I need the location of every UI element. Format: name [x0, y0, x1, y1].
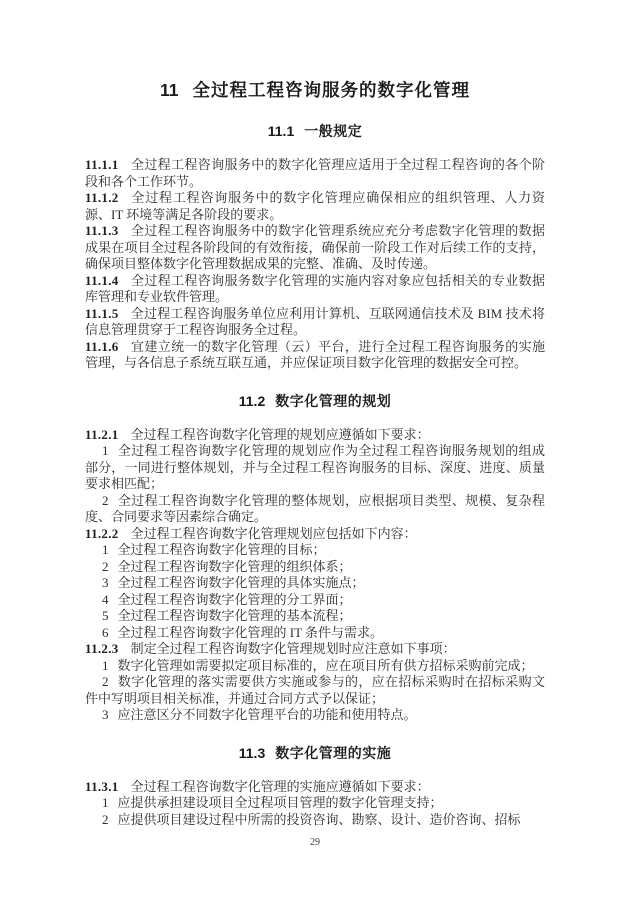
section-number: 11.3: [238, 744, 266, 761]
list-item-11-2-2-3: [85, 575, 545, 592]
item-text: 全过程工程咨询数字化管理的分工界面；: [117, 591, 352, 607]
clause-number: 11.1.2: [85, 190, 119, 205]
section-number: 11.2: [238, 392, 266, 409]
item-text: 全过程工程咨询数字化管理的组织体系；: [117, 558, 352, 574]
clause-text: 全过程工程咨询服务中的数字化管理系统应充分考虑数字化管理的数据成果在项目全过程各阶段间的有效衔接，确保前一阶段工作对后续工作的支持，确保项目整体数字化管理数据成果的完整、准确、及时传递。: [85, 223, 545, 271]
list-item-11-2-2-5: [85, 608, 545, 625]
section-heading-11-2: [85, 393, 545, 409]
item-number: 3: [102, 575, 109, 590]
list-item-11-3-1-2: [85, 812, 545, 829]
clause-number: 11.2.2: [85, 525, 119, 541]
list-item-11-2-2-4: [85, 592, 545, 609]
item-text: 全过程工程咨询数字化管理的目标；: [117, 542, 326, 557]
list-item-11-2-2-1: [85, 542, 545, 559]
clause-text: 全过程工程咨询服务数字化管理的实施内容对象应包括相关的专业数据库管理和专业软件管理。: [85, 272, 545, 304]
item-text: 全过程工程咨询数字化管理的具体实施点；: [117, 575, 365, 590]
clause-number: 11.2.3: [85, 641, 119, 656]
list-item-11-2-3-3: [85, 707, 545, 724]
clause-number: 11.1.3: [85, 223, 119, 238]
clause-text: 全过程工程咨询数字化管理规划应包括如下内容：: [130, 525, 417, 541]
list-item-11-2-2-2: [85, 559, 545, 576]
clause-number: 11.1.1: [85, 157, 119, 172]
clause-number: 11.1.4: [85, 272, 119, 288]
item-number: 1: [102, 795, 109, 810]
clause-11-1-3: [85, 223, 545, 273]
clause-number: 11.2.1: [85, 426, 119, 442]
list-item-11-3-1-1: [85, 795, 545, 812]
clause-text: 制定全过程工程咨询数字化管理规划时应注意如下事项：: [130, 641, 456, 656]
section-title: 数字化管理的实施: [275, 744, 392, 761]
section-number: 11.1: [267, 123, 295, 139]
item-number: 6: [102, 624, 109, 640]
clause-11-2-3: [85, 641, 545, 658]
item-number: 2: [102, 674, 109, 689]
list-item-11-2-3-1: [85, 658, 545, 675]
item-number: 4: [102, 591, 109, 607]
item-text: 数字化管理的落实需要供方实施或参与的，应在招标采购时在招标采购文件中写明项目相关标准，并通过合同方式予以保证；: [85, 674, 545, 706]
item-text: 全过程工程咨询数字化管理的基本流程；: [117, 608, 352, 623]
clause-11-2-1: [85, 427, 545, 444]
item-number: 1: [102, 443, 109, 458]
chapter-title-text: 全过程工程咨询服务的数字化管理: [192, 80, 470, 100]
clause-text: 宜建立统一的数字化管理（云）平台，进行全过程工程咨询服务的实施管理，与各信息子系统互联互通，并应保证项目数字化管理的数据安全可控。: [85, 338, 545, 370]
item-number: 3: [102, 707, 109, 722]
item-text: 数字化管理如需要拟定项目标准的，应在项目所有供方招标采购前完成；: [117, 657, 534, 673]
item-text: 全过程工程咨询数字化管理的 IT 条件与需求。: [117, 624, 384, 640]
clause-text: 全过程工程咨询服务中的数字化管理应适用于全过程工程咨询的各个阶段和各个工作环节。: [85, 157, 545, 189]
section-heading-11-3: [85, 745, 545, 761]
page-number: 29: [310, 837, 320, 848]
item-text: 应注意区分不同数字化管理平台的功能和使用特点。: [117, 707, 417, 722]
item-number: 1: [102, 657, 109, 673]
clause-text: 全过程工程咨询数字化管理的实施应遵循如下要求：: [130, 778, 430, 794]
item-text: 全过程工程咨询数字化管理的整体规划，应根据项目类型、规模、复杂程度、合同要求等因素综合确定。: [85, 492, 545, 524]
clause-11-3-1: [85, 779, 545, 796]
list-item-11-2-3-2: [85, 674, 545, 707]
item-text: 应提供项目建设过程中所需的投资咨询、勘察、设计、造价咨询、招标: [117, 811, 521, 827]
clause-text: 全过程工程咨询数字化管理的规划应遵循如下要求：: [130, 426, 430, 442]
item-number: 5: [102, 608, 109, 623]
chapter-number: 11: [160, 80, 179, 100]
clause-number: 11.1.6: [85, 338, 119, 354]
item-number: 1: [102, 542, 109, 557]
item-text: 应提供承担建设项目全过程项目管理的数字化管理支持；: [117, 795, 443, 810]
clause-text: 全过程工程咨询服务单位应利用计算机、互联网通信技术及 BIM 技术将信息管理贯穿于工程咨询服务全过程。: [85, 305, 545, 337]
clause-11-2-2: [85, 526, 545, 543]
clause-11-1-2: [85, 190, 545, 223]
section-heading-11-1: [85, 123, 545, 139]
clause-number: 11.3.1: [85, 778, 119, 794]
section-title: 数字化管理的规划: [275, 392, 392, 409]
clause-text: 全过程工程咨询服务中的数字化管理应确保相应的组织管理、人力资源、IT 环境等满足各阶段的要求。: [85, 190, 545, 222]
item-number: 2: [102, 558, 109, 574]
item-number: 2: [102, 811, 109, 827]
item-text: 全过程工程咨询数字化管理的规划应作为全过程工程咨询服务规划的组成部分，一同进行整体规划，并与全过程工程咨询服务的目标、深度、进度、质量要求相匹配；: [85, 443, 545, 491]
section-title: 一般规定: [304, 123, 363, 139]
list-item-11-2-1-2: [85, 493, 545, 526]
list-item-11-2-1-1: [85, 443, 545, 493]
clause-11-1-1: [85, 157, 545, 190]
list-item-11-2-2-6: [85, 625, 545, 642]
item-number: 2: [102, 492, 109, 508]
clause-11-1-4: [85, 273, 545, 306]
clause-11-1-6: [85, 339, 545, 372]
chapter-heading: [85, 78, 545, 102]
clause-11-1-5: [85, 306, 545, 339]
clause-number: 11.1.5: [85, 305, 119, 321]
